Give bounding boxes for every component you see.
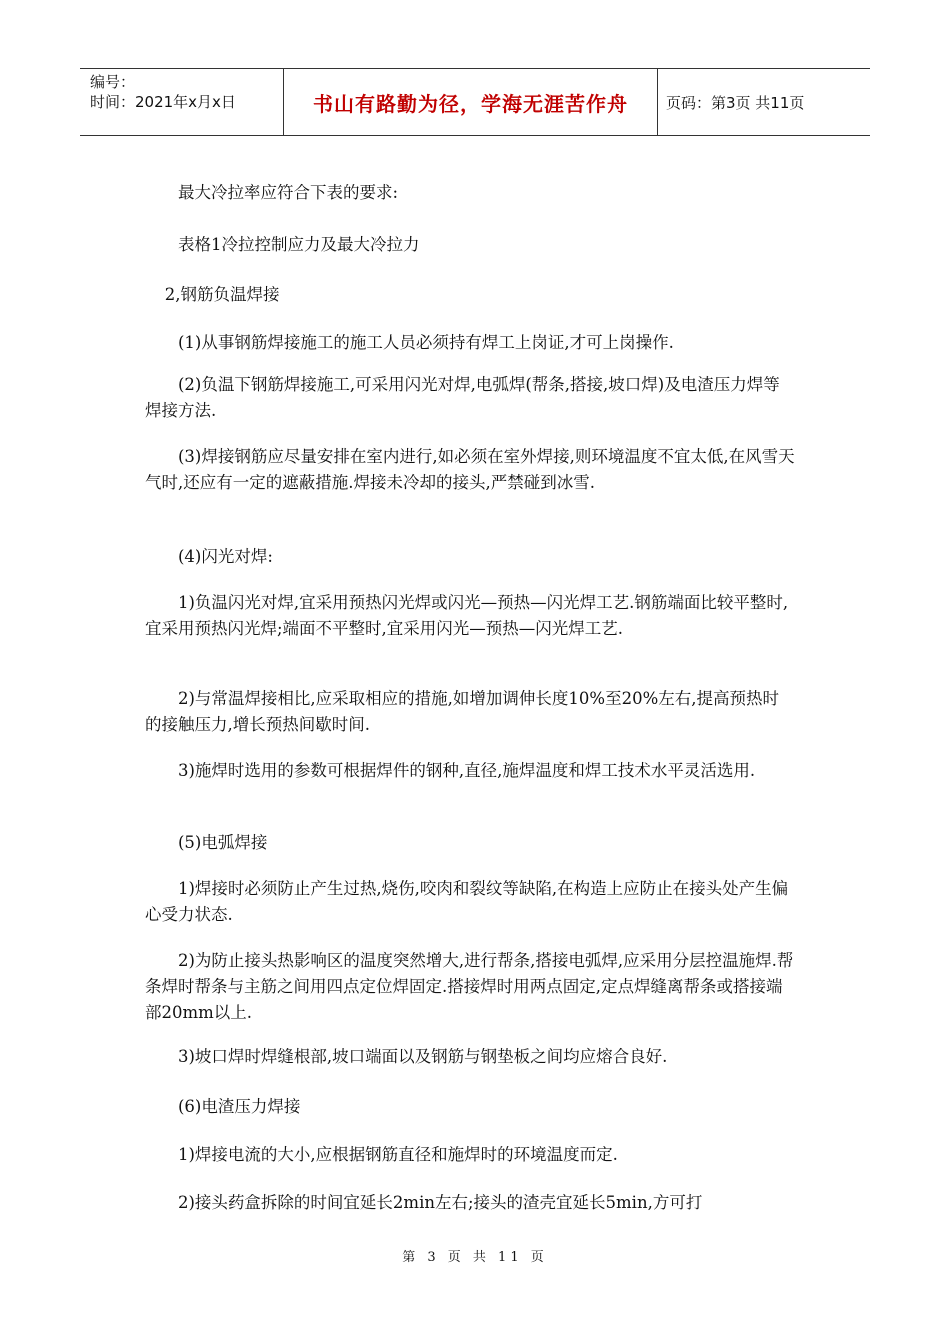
- subsection-heading: (5)电弧焊接: [178, 833, 268, 852]
- header-page-number: 页码：第3页 共11页: [666, 93, 805, 112]
- page-header: [80, 68, 870, 136]
- header-meta: [80, 69, 283, 135]
- paragraph: (1)从事钢筋焊接施工的施工人员必须持有焊工上岗证,才可上岗操作.: [178, 333, 674, 352]
- paragraph: 1)负温闪光对焊,宜采用预热闪光焊或闪光—预热—闪光焊工艺.钢筋端面比较平整时,宜采用预热闪光焊;端面不平整时,宜采用闪光—预热—闪光焊工艺.: [145, 593, 789, 638]
- document-number-label: 编号：: [90, 73, 136, 91]
- paragraph: (3)焊接钢筋应尽量安排在室内进行,如必须在室外焊接,则环境温度不宜太低,在风雪天气时,还应有一定的遮蔽措施.焊接未冷却的接头,严禁碰到冰雪.: [145, 447, 795, 492]
- page-footer: 第 3 页 共 11 页: [402, 1250, 548, 1265]
- paragraph: (2)负温下钢筋焊接施工,可采用闪光对焊,电弧焊(帮条,搭接,坡口焊)及电渣压力焊等焊接方法.: [145, 375, 780, 420]
- table-caption: 表格1冷拉控制应力及最大冷拉力: [178, 235, 420, 254]
- subsection-heading: (4)闪光对焊:: [178, 547, 273, 566]
- paragraph: 2)为防止接头热影响区的温度突然增大,进行帮条,搭接电弧焊,应采用分层控温施焊.帮条焊时帮条与主筋之间用四点定位焊固定.搭接焊时用两点固定,定点焊缝离帮条或搭接端部20mm以上.: [145, 951, 794, 1022]
- paragraph: 最大冷拉率应符合下表的要求:: [178, 183, 399, 202]
- header-motto: 书山有路勤为径，学海无涯苦作舟: [283, 69, 658, 135]
- paragraph: 2)与常温焊接相比,应采取相应的措施,如增加调伸长度10%至20%左右,提高预热时的接触压力,增长预热间歇时间.: [145, 689, 780, 734]
- paragraph: 3)施焊时选用的参数可根据焊件的钢种,直径,施焊温度和焊工技术水平灵活选用.: [178, 761, 756, 780]
- section-heading: 2,钢筋负温焊接: [164, 285, 280, 304]
- subsection-heading: (6)电渣压力焊接: [178, 1097, 301, 1116]
- paragraph: 2)接头药盒拆除的时间宜延长2min左右;接头的渣壳宜延长5min,方可打: [178, 1193, 703, 1212]
- document-time-label: 时间：2021年x月x日: [90, 93, 236, 111]
- paragraph: 3)坡口焊时焊缝根部,坡口端面以及钢筋与钢垫板之间均应熔合良好.: [178, 1047, 668, 1066]
- paragraph: 1)焊接时必须防止产生过热,烧伤,咬肉和裂纹等缺陷,在构造上应防止在接头处产生偏心受力状态.: [145, 879, 789, 924]
- paragraph: 1)焊接电流的大小,应根据钢筋直径和施焊时的环境温度而定.: [178, 1145, 618, 1164]
